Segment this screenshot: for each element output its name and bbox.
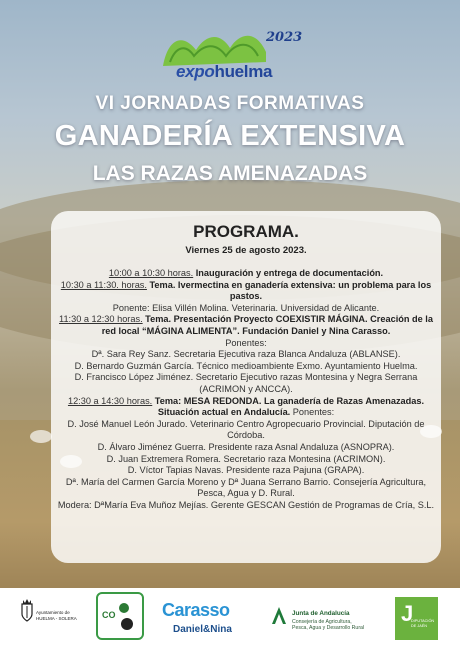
title-ganaderia: GANADERÍA EXTENSIVA [54,120,406,152]
junta-title: Junta de Andalucía [292,610,350,617]
program-line: Modera: DªMaría Eva Muñoz Mejías. Gerente GESCAN Gestión de Programas de Cría, S.L. [57,499,435,510]
program-line: D. Francisco López Jiménez. Secretario Ejecutivo razas Montesina y Negra Serrana [74,372,418,383]
ayuntamiento-label: Ayuntamiento de HUELMA - SOLERA [36,610,77,621]
program-line: Pesca, Agua y D. Rural. [197,488,295,499]
program-line: Córdoba. [227,430,265,441]
program-title: PROGRAMA. [193,222,299,241]
program-line: Ponentes: [225,337,267,348]
program-line: D. Juan Extremera Romera. Secretario raza Montesina (ACRIMON). [106,453,386,464]
crest-icon [20,598,34,622]
program-date: Viernes 25 de agosto 2023. [185,245,307,256]
program-line: 12:30 a 14:30 horas. Tema: MESA REDONDA. La ganadería de Razas Amenazadas. [67,395,425,406]
expohuelma-logo [158,28,308,82]
jaen-j-icon: J [401,601,414,626]
program-line: D. Bernardo Guzmán García. Técnico medioambiente Exmo. Ayuntamiento Huelma. [74,360,418,371]
program-list [55,268,437,511]
program-line: D. Álvaro Jiménez Guerra. Presidente raza Asnal Andaluza (ASNOPRA). [97,441,395,452]
program-line: D. Víctor Tapias Navas. Presidente raza Pajuna (GRAPA). [127,465,365,476]
diputacion-jaen-logo: J DIPUTACIÓN DE JAÉN [395,597,438,640]
sponsor-footer [0,588,460,651]
sheep-logo-icon [98,594,142,638]
program-line: Dª. Sara Rey Sanz. Secretaria Ejecutiva raza Blanca Andaluza (ABLANSE). [91,349,401,360]
logo-wordmark: expohuelma [176,62,273,81]
program-line: red local “MÁGINA ALIMENTA”. Fundación Daniel y Nina Carasso. [101,325,391,336]
carasso-logo: Carasso [162,600,230,620]
program-line: 10:30 a 11:30. horas. Tema. Ivermectina en ganadería extensiva: un problema para los [60,279,432,290]
logo-year: 2023 [266,30,303,45]
program-line: Ponente: Elisa Villén Molina. Veterinaria. Universidad de Alicante. [112,302,380,313]
program-line: 11:30 a 12:30 horas. Tema. Presentación Proyecto COEXISTIR MÁGINA. Creación de la [59,314,433,325]
program-line: Dª. María del Carmen García Moreno y Dª Juana Serrano Barrio. Consejería Agricultura, [65,476,427,487]
program-line: D. José Manuel León Jurado. Veterinario Centro Agropecuario Provincial. Diputación de [67,418,425,429]
program-line: 10:00 a 10:30 horas. Inauguración y entrega de documentación. [108,268,384,278]
junta-andalucia-icon [270,606,288,626]
title-jornadas: VI JORNADAS FORMATIVAS [95,93,365,114]
cooperative-logo: CO [96,592,144,640]
carasso-subtitle: Daniel&Nina [173,624,232,635]
program-line: pastos. [229,291,263,302]
title-razas: LAS RAZAS AMENAZADAS [92,162,368,185]
junta-subtitle: Consejería de Agricultura, Pesca, Agua y Desarrollo Rural [292,619,365,631]
sheep-shape [30,430,52,443]
program-line: Situación actual en Andalucía. Ponentes: [157,407,335,418]
program-line: (ACRIMON y ANCCA). [199,383,293,394]
